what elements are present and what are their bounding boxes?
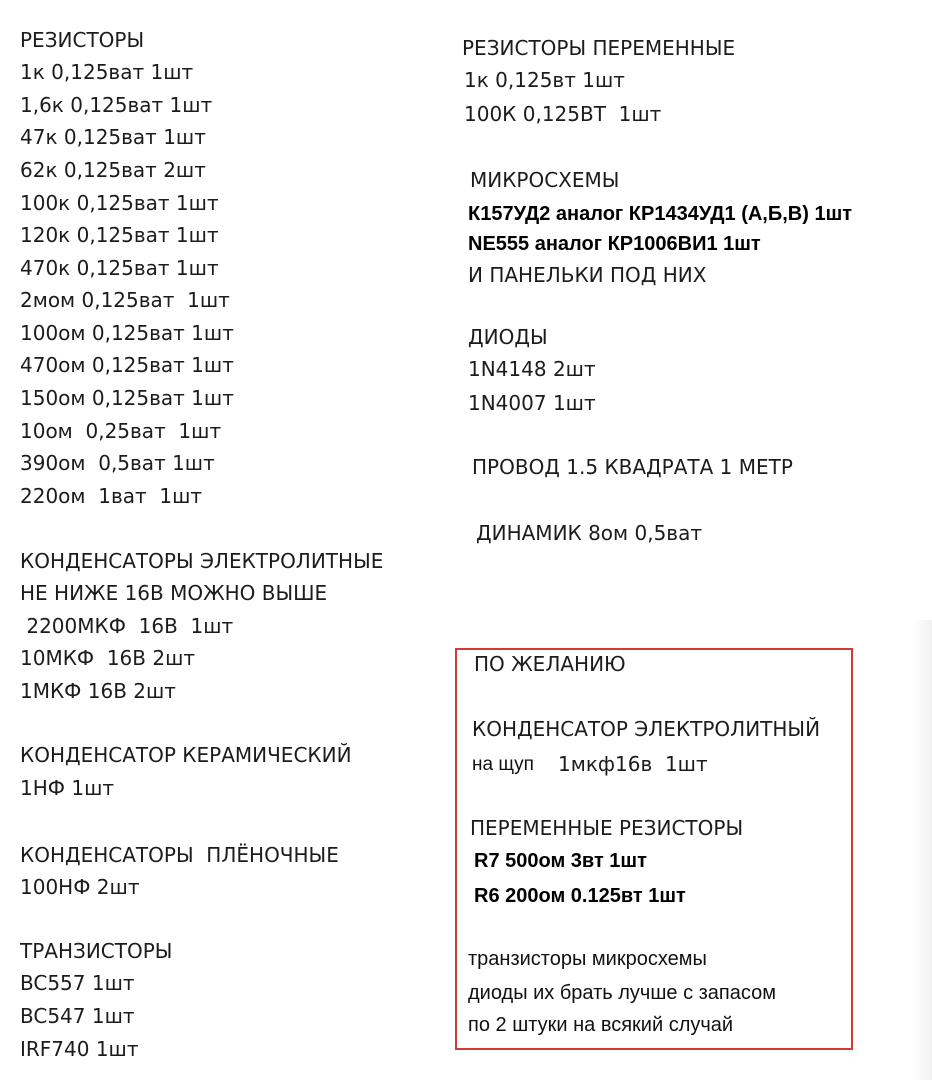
resistor-item: 100ом 0,125ват 1шт (20, 321, 234, 345)
resistors-title: РЕЗИСТОРЫ (20, 28, 145, 52)
diode-item: 1N4148 2шт (468, 357, 596, 381)
optional-capacitor-title: КОНДЕНСАТОР ЭЛЕКТРОЛИТНЫЙ (472, 717, 821, 741)
diodes-title: ДИОДЫ (468, 325, 548, 349)
optional-note-line: по 2 штуки на всякий случай (468, 1014, 734, 1036)
variable-resistor-item: 100К 0,125ВТ 1шт (464, 102, 662, 126)
optional-note-line: диоды их брать лучше с запасом (468, 982, 776, 1004)
resistor-item: 1,6к 0,125ват 1шт (20, 93, 213, 117)
speaker-line: ДИНАМИК 8ом 0,5ват (476, 521, 702, 545)
optional-var-res-title: ПЕРЕМЕННЫЕ РЕЗИСТОРЫ (470, 816, 744, 840)
optional-capacitor-value: 1мкф16в 1шт (558, 752, 708, 776)
transistors-title: ТРАНЗИСТОРЫ (20, 939, 173, 963)
variable-resistors-title: РЕЗИСТОРЫ ПЕРЕМЕННЫЕ (462, 36, 736, 60)
resistor-item: 470ом 0,125ват 1шт (20, 353, 234, 377)
page-edge-shadow (914, 620, 932, 1080)
variable-resistor-item: 1к 0,125вт 1шт (464, 68, 625, 92)
electrolytic-item: 10МКФ 16В 2шт (20, 646, 196, 670)
electrolytic-subtitle: НЕ НИЖЕ 16В МОЖНО ВЫШЕ (20, 581, 328, 605)
electrolytic-item: 2200МКФ 16В 1шт (20, 614, 234, 638)
resistor-item: 62к 0,125ват 2шт (20, 158, 206, 182)
optional-note-line: транзисторы микросхемы (468, 948, 707, 970)
resistor-item: 1к 0,125ват 1шт (20, 60, 194, 84)
resistor-item: 100к 0,125ват 1шт (20, 191, 219, 215)
ceramic-item: 1НФ 1шт (20, 776, 115, 800)
electrolytic-title: КОНДЕНСАТОРЫ ЭЛЕКТРОЛИТНЫЕ (20, 549, 384, 573)
ceramic-title: КОНДЕНСАТОР КЕРАМИЧЕСКИЙ (20, 743, 352, 767)
ic-item: NE555 аналог КР1006ВИ1 1шт (468, 233, 761, 255)
resistor-item: 470к 0,125ват 1шт (20, 256, 219, 280)
ics-title: МИКРОСХЕМЫ (470, 168, 620, 192)
film-title: КОНДЕНСАТОРЫ ПЛЁНОЧНЫЕ (20, 843, 339, 867)
transistor-item: BC557 1шт (20, 971, 135, 995)
film-item: 100НФ 2шт (20, 875, 140, 899)
optional-var-res-item: R6 200ом 0.125вт 1шт (474, 885, 686, 907)
resistor-item: 150ом 0,125ват 1шт (20, 386, 234, 410)
transistor-item: BC547 1шт (20, 1004, 135, 1028)
optional-title: ПО ЖЕЛАНИЮ (474, 652, 626, 676)
optional-var-res-item: R7 500ом 3вт 1шт (474, 850, 647, 872)
diode-item: 1N4007 1шт (468, 391, 596, 415)
transistor-item: IRF740 1шт (20, 1037, 139, 1061)
resistor-item: 2мом 0,125ват 1шт (20, 288, 230, 312)
resistor-item: 390ом 0,5ват 1шт (20, 451, 215, 475)
resistor-item: 120к 0,125ват 1шт (20, 223, 219, 247)
ic-item: К157УД2 аналог КР1434УД1 (А,Б,В) 1шт (468, 203, 853, 225)
optional-capacitor-prefix: на щуп (472, 754, 534, 775)
wire-line: ПРОВОД 1.5 КВАДРАТА 1 МЕТР (472, 455, 793, 479)
resistor-item: 220ом 1ват 1шт (20, 484, 203, 508)
electrolytic-item: 1МКФ 16В 2шт (20, 679, 176, 703)
resistor-item: 10ом 0,25ват 1шт (20, 419, 222, 443)
resistor-item: 47к 0,125ват 1шт (20, 125, 206, 149)
ics-note: И ПАНЕЛЬКИ ПОД НИХ (468, 263, 707, 287)
